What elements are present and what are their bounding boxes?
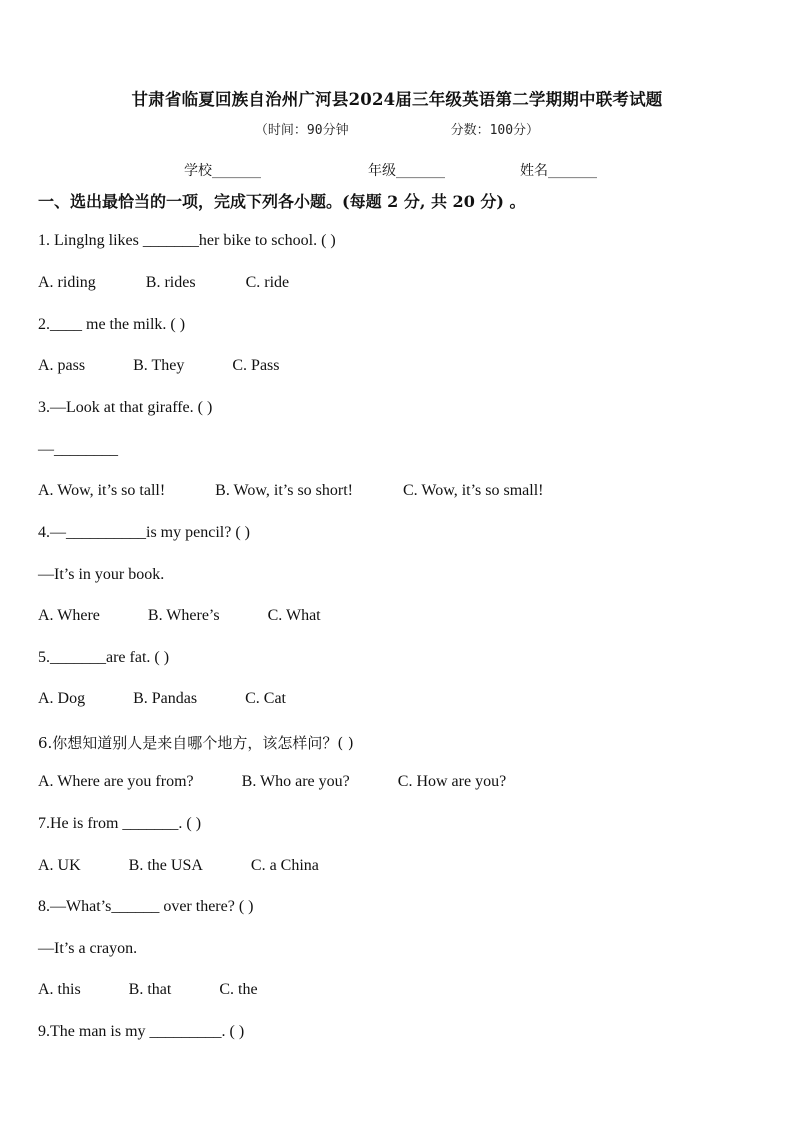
option-a[interactable]: A. Wow, it’s so tall! [38,482,166,499]
question-1-options [38,274,289,292]
question-6-stem: 6.你想知道别人是来自哪个地方，该怎样问？( ) [38,734,354,752]
option-c[interactable]: C. Pass [232,357,280,374]
question-6-options [38,773,506,791]
option-a[interactable]: A. UK [38,857,81,874]
exam-title: 甘肃省临夏回族自治州广河县2024届三年级英语第二学期期中联考试题 [131,90,663,109]
question-8-stem: 8.—What’s______ over there? ( ) [38,898,254,915]
option-c[interactable]: C. How are you? [397,773,507,790]
option-c[interactable]: C. ride [245,274,290,291]
question-4-stem: 4.—__________is my pencil? ( ) [38,524,250,541]
option-c[interactable]: C. What [267,607,321,624]
time-limit: （时间：90分钟 [254,123,349,138]
name-field[interactable]: 姓名_______ [520,163,597,179]
question-9-stem: 9.The man is my _________. ( ) [38,1023,245,1040]
option-a[interactable]: A. this [38,981,81,998]
question-3-options [38,482,544,500]
question-3-answer-blank: —________ [38,441,118,458]
question-3-stem: 3.—Look at that giraffe. ( ) [38,399,213,416]
question-2-stem: 2.____ me the milk. ( ) [38,316,186,333]
question-2-options [38,357,280,375]
option-b[interactable]: B. Wow, it’s so short! [215,482,353,499]
option-a[interactable]: A. pass [38,357,86,374]
question-4-reply: —It’s in your book. [38,566,165,583]
total-score: 分数：100分） [450,123,540,138]
option-b[interactable]: B. rides [145,274,196,291]
option-b[interactable]: B. Who are you? [241,773,350,790]
question-5-options [38,690,286,708]
question-8-reply: —It’s a crayon. [38,940,138,957]
section-heading: 一、选出最恰当的一项，完成下列各小题。(每题 2 分, 共 20 分) 。 [38,192,526,211]
question-5-stem: 5._______are fat. ( ) [38,649,170,666]
option-a[interactable]: A. Where are you from? [38,773,194,790]
option-b[interactable]: B. Where’s [147,607,220,624]
question-8-options [38,981,258,999]
option-c[interactable]: C. Wow, it’s so small! [403,482,544,499]
question-7-stem: 7.He is from _______. ( ) [38,815,202,832]
grade-field[interactable]: 年级_______ [368,163,445,179]
option-a[interactable]: A. Where [38,607,100,624]
question-7-options [38,857,319,875]
school-field[interactable]: 学校_______ [184,163,261,179]
question-1-stem: 1. Linglng likes _______her bike to school. ( ) [38,232,336,249]
option-b[interactable]: B. They [133,357,185,374]
option-b[interactable]: B. that [128,981,172,998]
question-4-options [38,607,321,625]
option-a[interactable]: A. Dog [38,690,86,707]
exam-meta [0,119,794,138]
option-a[interactable]: A. riding [38,274,96,291]
option-c[interactable]: C. Cat [245,690,286,707]
option-b[interactable]: B. the USA [128,857,203,874]
option-c[interactable]: C. a China [250,857,319,874]
option-c[interactable]: C. the [219,981,258,998]
option-b[interactable]: B. Pandas [133,690,198,707]
